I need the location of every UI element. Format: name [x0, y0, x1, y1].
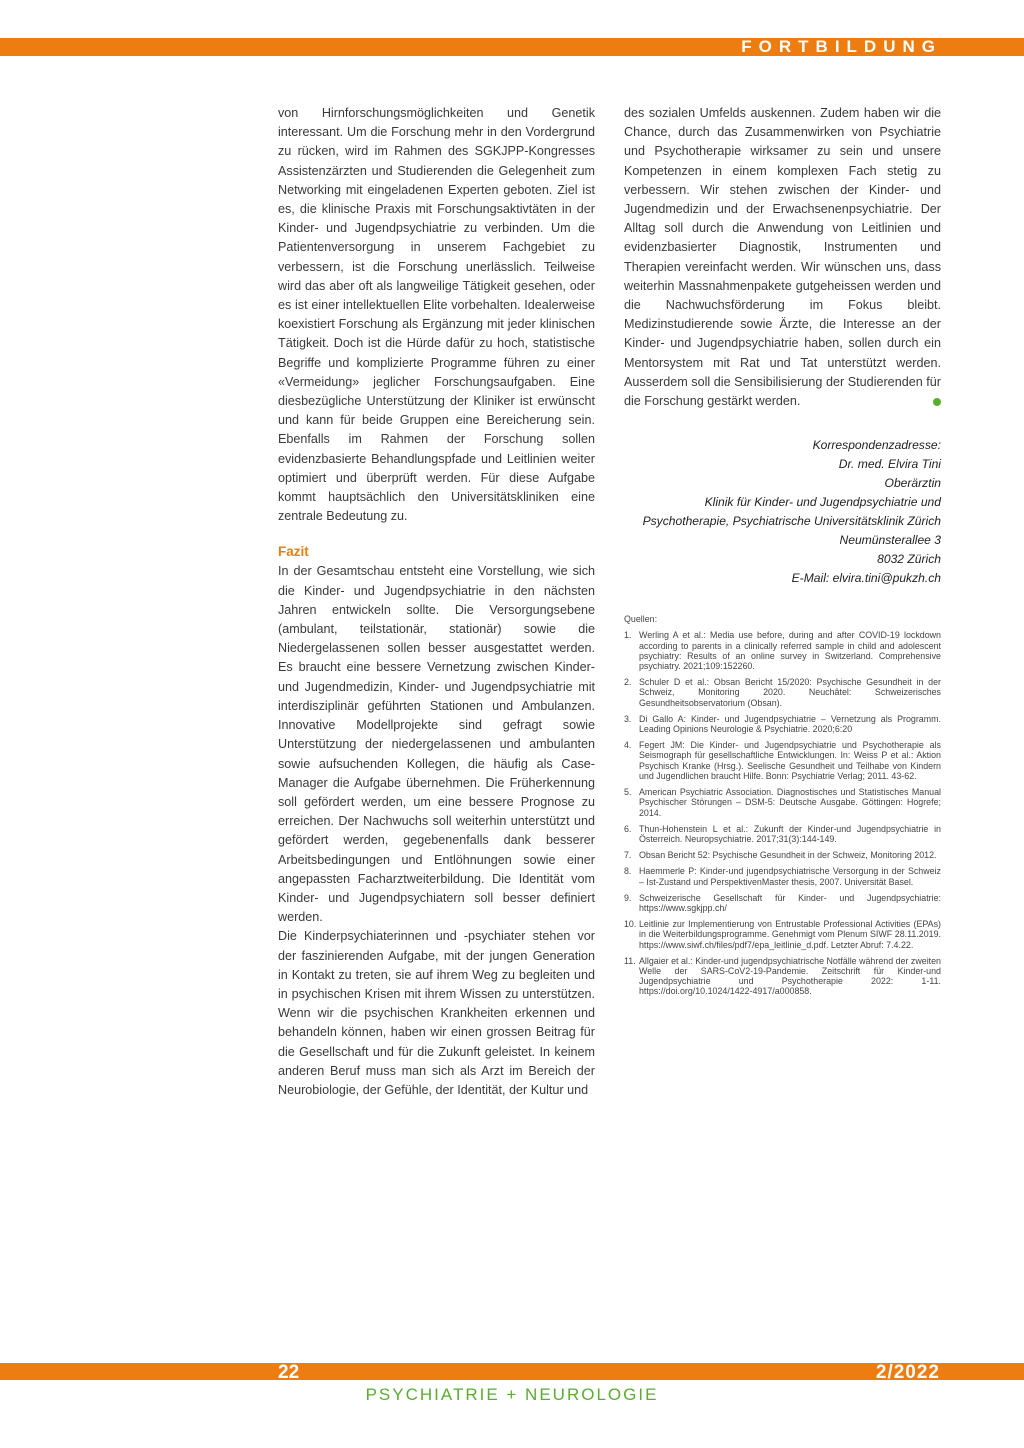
reference-text: Di Gallo A: Kinder- und Jugendpsychiatrie – Vernetzung als Programm. Leading Opinions Neurologie & Psychiatrie. 2020;6:20: [639, 713, 941, 735]
reference-item: [624, 677, 941, 708]
reference-number: 7.: [624, 850, 632, 861]
reference-item: [624, 919, 941, 950]
reference-text: Haemmerle P: Kinder-und jugendpsychiatrische Versorgung in der Schweiz – Ist-Zustand und PerspektivenMaster thesis, 2007. Universität Basel.: [639, 866, 941, 887]
references-heading: Quellen:: [624, 614, 658, 625]
correspondence-address: [624, 436, 941, 588]
header-bar: [0, 38, 1024, 56]
reference-text: Obsan Bericht 52: Psychische Gesundheit in der Schweiz, Monitoring 2012.: [639, 850, 937, 861]
section-label: FORTBILDUNG: [741, 37, 942, 56]
reference-item: [624, 630, 941, 671]
body-text: des sozialen Umfelds auskennen. Zudem haben wir die Chance, durch das Zusammenwirken von Psychiatrie und Psychotherapie wirksamer zu sein und unsere Kompetenzen in einem komplexen Fach stetig zu verbessern. Wir stehen zwischen der Kinder- und Jugendmedizin und der Erwachsenenpsychiatrie. Der Alltag soll durch die Anwendung von Leitlinien und evidenzbasierter Diagnostik, Instrumenten und Therapien vereinfacht werden. Wir wünschen uns, dass weiterhin Massnahmenpakete gutgeheissen werden und die Nachwuchsförderung im Fokus bleibt. Medizinstudierende sowie Ärzte, die Interesse an der Kinder- und Jugendpsychiatrie haben, sollen durch ein Mentorsystem mit Rat und Tat unterstützt werden. Ausserdem soll die Sensibilisierung der Studierenden für die Forschung gestärkt werden.: [624, 106, 941, 409]
right-column: [624, 104, 941, 1003]
reference-number: 1.: [624, 630, 632, 641]
reference-text: Werling A et al.: Media use before, during and after COVID-19 lockdown according to parents in a clinically referred sample in child and adolescent psychiatry: Results of an online survey in Switzerland. Comprehensive psychiatry. 2021;109:152260.: [639, 630, 941, 672]
reference-number: 2.: [624, 677, 632, 688]
address-city: 8032 Zürich: [877, 552, 941, 567]
reference-number: 3.: [624, 713, 632, 724]
reference-number: 11.: [624, 955, 636, 966]
reference-item: [624, 740, 941, 781]
reference-item: [624, 893, 941, 913]
body-paragraph: von Hirnforschungsmöglichkeiten und Genetik interessant. Um die Forschung mehr in den Vordergrund zu rücken, wird im Rahmen des SGKJPP-Kongresses Assistenzärzten und Studierenden die Gelegenheit zum Networking mit eingeladenen Experten geboten. Ziel ist es, die klinische Praxis mit Forschungsaktivtäten in der Kinder- und Jugendpsychiatrie zu verbinden. Um die Patientenversorgung in unserem Fachgebiet zu verbessern, ist die Forschung unerlässlich. Teilweise wird das aber oft als langweilige Tätigkeit gesehen, oder es ist einer intellektuellen Elite vorbehalten. Idealerweise koexistiert Forschung als Ergänzung mit jeder klinischen Tätigkeit. Doch ist die Hürde dafür zu hoch, statistische Begriffe und komplizierte Programme führen zu einer «Vermeidung» jeglicher Forschungsaufgaben. Eine diesbezügliche Unterstützung der Kliniker ist erwünscht und kann für beide Gruppen eine Bereicherung sein. Ebenfalls im Rahmen der Forschung sollen evidenzbasierte Behandlungspfade und Leitlinien weiter optimiert und überprüft werden. Für diese Aufgabe kommt hauptsächlich den Universitätskliniken eine zentrale Bedeutung zu.: [278, 106, 595, 524]
reference-number: 8.: [624, 866, 632, 877]
reference-list: [624, 630, 941, 996]
left-column: [278, 104, 595, 1100]
reference-item: [624, 787, 941, 818]
address-clinic: Klinik für Kinder- und Jugendpsychiatrie und: [704, 495, 941, 510]
body-paragraph: [624, 104, 941, 411]
address-street: Neumünsterallee 3: [839, 533, 941, 548]
references: [624, 614, 941, 996]
footer-bar: [0, 1362, 1024, 1383]
reference-text: Thun-Hohenstein L et al.: Zukunft der Kinder-und Jugendpsychiatrie in Österreich. Neuropsychiatrie. 2017;31(3):144-149.: [639, 823, 941, 844]
reference-text: Leitlinie zur Implementierung von Entrustable Professional Activities (EPAs) in die Weiterbildungsprogramme. Genehmigt vom Plenum SIWF 28.11.2019. https://www.siwf.ch/files/pdf7/epa_leitlinie_d.pdf. Letzter Abruf: 7.4.22.: [639, 919, 941, 950]
address-role: Oberärztin: [884, 476, 941, 491]
address-clinic: Psychotherapie, Psychiatrische Universitätsklinik Zürich: [642, 514, 941, 529]
reference-number: 9.: [624, 892, 632, 903]
reference-item: [624, 850, 941, 860]
section-heading: Fazit: [278, 544, 309, 560]
address-name: Dr. med. Elvira Tini: [838, 457, 941, 472]
reference-item: [624, 956, 941, 997]
reference-text: Schuler D et al.: Obsan Bericht 15/2020: Psychische Gesundheit in der Schweiz, Monitoring 2020. Neuchâtel: Schweizerisches Gesundheitsobservatorium (Obsan).: [639, 677, 941, 708]
reference-text: Allgaier et al.: Kinder-und jugendpsychiatrische Notfälle während der zweiten Welle der SARS-CoV2-19-Pandemie. Zeitschrift für Kinder-und Jugendpsychiatrie und Psychotherapie 2022: 1-11. https://doi.org/10.1024/1422-4917/a000858.: [639, 955, 941, 997]
reference-text: Schweizerische Gesellschaft für Kinder- und Jugendpsychiatrie: https://www.sgkjpp.ch/: [639, 892, 941, 913]
reference-item: [624, 824, 941, 844]
reference-text: American Psychiatric Association. Diagnostisches und Statistisches Manual Psychischer Störungen – DSM-5: Deutsche Ausgabe. Göttingen: Hogrefe; 2014.: [639, 787, 941, 818]
body-paragraph: Die Kinderpsychiaterinnen und -psychiater stehen vor der faszinierenden Aufgabe, mit der jungen Generation in Kontakt zu treten, sie auf ihrem Weg zu begleiten und in psychischen Krisen mit ihrem Wissen zu unterstützen. Wenn wir die psychischen Krankheiten erkennen und behandeln können, haben wir einen grossen Beitrag für die Gesellschaft und für die Zukunft geleistet. In keinem anderen Beruf muss man sich als Arzt im Bereich der Neurobiologie, der Gefühle, der Identität, der Kultur und: [278, 929, 595, 1097]
reference-number: 4.: [624, 740, 632, 751]
reference-item: [624, 866, 941, 886]
end-mark-dot-icon: [933, 398, 941, 406]
reference-number: 5.: [624, 787, 632, 798]
reference-text: Fegert JM: Die Kinder- und Jugendpsychiatrie und Psychotherapie als Seismograph für gesellschaftliche Entwicklungen. In: Weiss P et al.: Aktion Psychisch Kranke (Hrsg.). Seelische Gesundheit und Teilhabe von Kindern und Jugendlichen braucht Hilfe. Bonn: Psychiatrie Verlag; 2011. 43-62.: [639, 740, 941, 781]
address-email[interactable]: E-Mail: elvira.tini@pukzh.ch: [791, 571, 941, 586]
reference-item: [624, 714, 941, 734]
address-label: Korrespondenzadresse:: [812, 438, 941, 453]
body-paragraph: In der Gesamtschau entsteht eine Vorstellung, wie sich die Kinder- und Jugendpsychiatrie in den nächsten Jahren entwickeln sollte. Die Versorgungsebene (ambulant, teilstationär, stationär) sowie die Niedergelassenen sollen besser ausgestattet werden. Es braucht eine bessere Vernetzung zwischen Kinder- und Jugendmedizin, Kinder- und Jugendpsychiatrie mit interdisziplinär geführten Stationen und Ambulanzen. Innovative Modellprojekte sind gefragt sowie Unterstützung der niedergelassenen und ambulanten sowie aufsuchenden Kollegen, die häufig als Case-Manager die Aufgabe übernehmen. Die Früherkennung soll gefördert werden, um eine bessere Prognose zu erreichen. Der Nachwuchs soll weiterhin unterstützt und gefördert werden, gegebenenfalls dank besserer Arbeitsbedingungen und Entlöhnungen sowie einer angepassten Facharztweiterbildung. Die Identität vom Kinder- und Jugendpsychiatern soll besser definiert werden.: [278, 564, 595, 925]
issue-number: 2/2022: [875, 1362, 940, 1383]
journal-title: PSYCHIATRIE + NEUROLOGIE: [365, 1385, 659, 1404]
page-number: 22: [278, 1362, 300, 1383]
reference-number: 10.: [624, 919, 637, 930]
reference-number: 6.: [624, 823, 632, 834]
